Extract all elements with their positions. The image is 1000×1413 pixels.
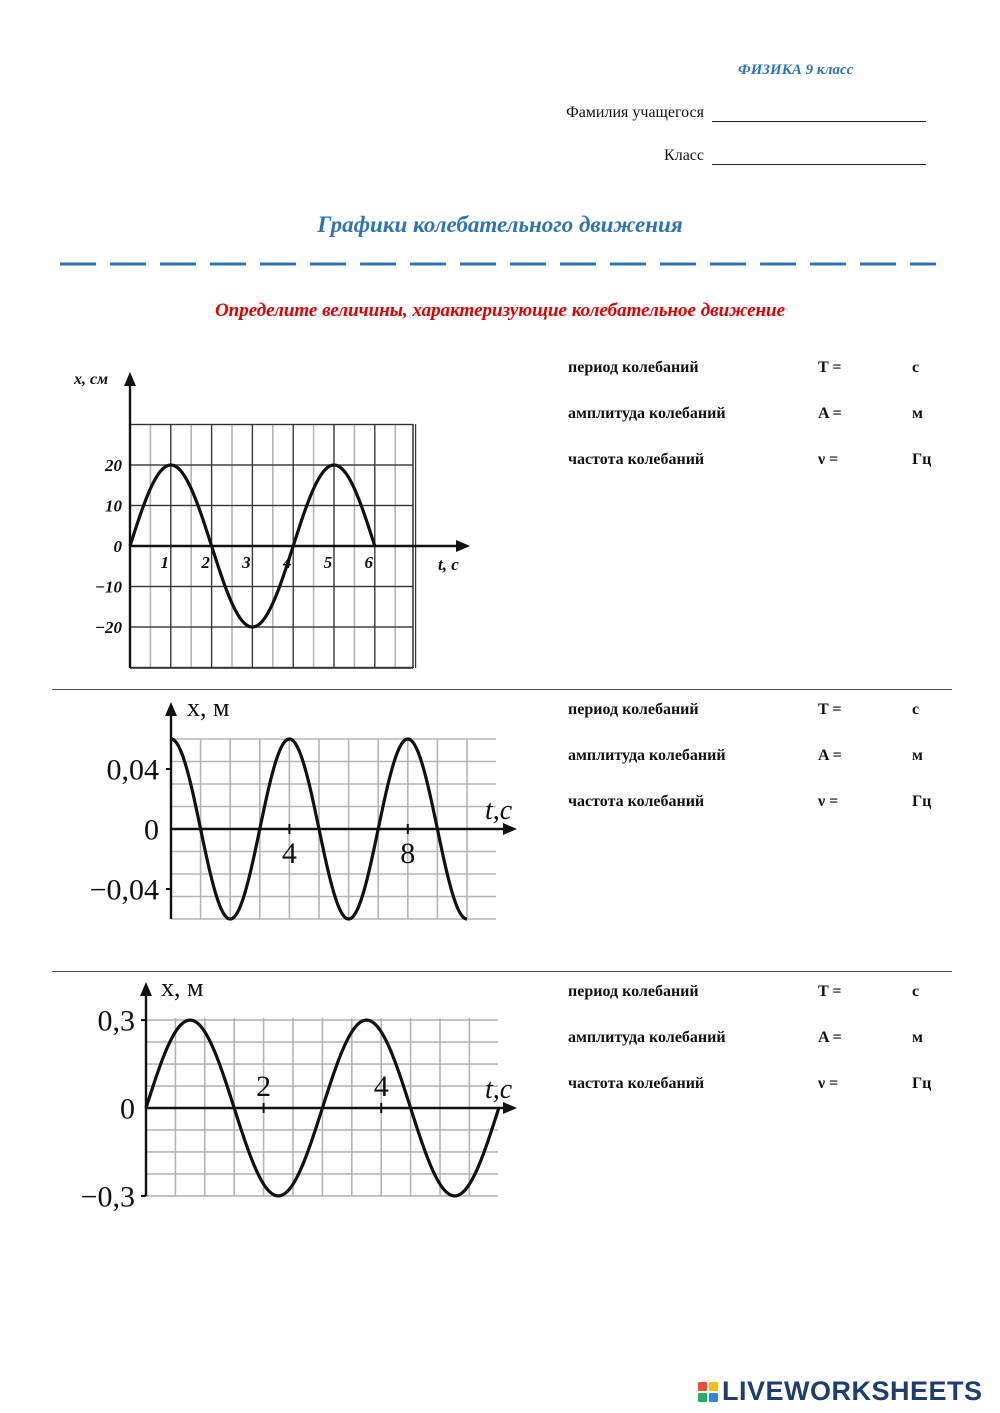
amplitude-unit: м (912, 747, 923, 764)
period-label: период колебаний (568, 701, 699, 718)
x-axis-label: t, с (438, 555, 459, 574)
y-tick-label: 0,04 (106, 753, 159, 787)
period-row (568, 359, 948, 405)
task-instruction: Определите величины, характеризующие колебательное движение (214, 300, 786, 321)
question-block-1 (568, 359, 948, 497)
y-tick-label: −10 (94, 577, 122, 597)
period-unit: с (912, 983, 920, 1000)
period-symbol[interactable]: T = (818, 983, 842, 1000)
y-tick-label: 0 (120, 1092, 135, 1126)
frequency-unit: Гц (912, 451, 932, 468)
x-tick-label: 1 (160, 553, 170, 572)
y-tick-label: 20 (105, 455, 122, 475)
logo-text: LIVEWORKSHEETS (722, 1376, 983, 1406)
question-block-2 (568, 701, 948, 839)
y-axis-label: x, м (161, 973, 204, 1002)
class-field (664, 147, 926, 165)
logo-square-red (698, 1382, 707, 1391)
page-title: Графики колебательного движения (317, 212, 683, 237)
student-name-label: Фамилия учащегося (566, 104, 704, 121)
period-unit: с (912, 701, 920, 718)
x-tick-label: 6 (364, 553, 374, 572)
x-tick-label: 2 (201, 553, 210, 572)
x-tick-label: 2 (256, 1070, 272, 1103)
frequency-row (568, 1075, 948, 1121)
class-label: Класс (664, 147, 704, 164)
frequency-row (568, 451, 948, 497)
logo-square-green (698, 1393, 707, 1402)
frequency-label: частота колебаний (568, 793, 705, 810)
period-row (568, 701, 948, 747)
period-row (568, 983, 948, 1029)
x-tick-label: 8 (400, 837, 416, 870)
y-axis-arrow (165, 702, 177, 716)
y-axis-label: x, м (187, 693, 230, 722)
amplitude-label: амплитуда колебаний (568, 405, 726, 422)
x-axis-label: t,с (485, 795, 513, 826)
x-tick-label: 3 (242, 553, 251, 572)
amplitude-unit: м (912, 1029, 923, 1046)
period-symbol[interactable]: T = (818, 359, 842, 376)
y-tick-label: 0 (113, 536, 122, 556)
frequency-label: частота колебаний (568, 451, 705, 468)
logo-square-yellow (709, 1382, 718, 1391)
liveworksheets-logo[interactable] (698, 1376, 983, 1407)
y-tick-label: −20 (94, 617, 122, 637)
question-block-3 (568, 983, 948, 1121)
x-tick-label: 4 (281, 837, 297, 870)
x-tick-label: 5 (323, 553, 333, 572)
period-symbol[interactable]: T = (818, 701, 842, 718)
amplitude-unit: м (912, 405, 923, 422)
period-label: период колебаний (568, 359, 699, 376)
amplitude-symbol[interactable]: A = (818, 1029, 842, 1046)
frequency-symbol[interactable]: ν = (818, 1075, 839, 1092)
frequency-symbol[interactable]: ν = (818, 793, 839, 810)
x-tick-label: 4 (373, 1070, 389, 1103)
logo-icon (698, 1382, 718, 1402)
y-tick-label: 10 (105, 496, 122, 516)
y-tick-label: 0 (144, 813, 159, 847)
logo-square-blue (709, 1393, 718, 1402)
y-tick-label: −0,04 (89, 873, 159, 907)
frequency-label: частота колебаний (568, 1075, 705, 1092)
y-tick-label: 0,3 (97, 1004, 135, 1038)
frequency-unit: Гц (912, 793, 932, 810)
title-divider (60, 260, 936, 268)
amplitude-symbol[interactable]: A = (818, 405, 842, 422)
frequency-symbol[interactable]: ν = (818, 451, 839, 468)
amplitude-row (568, 1029, 948, 1075)
student-name-input[interactable] (712, 105, 926, 122)
y-axis-arrow (124, 372, 136, 386)
period-unit: с (912, 359, 920, 376)
section-divider-1 (52, 689, 952, 690)
y-tick-label: −0,3 (80, 1180, 135, 1214)
frequency-row (568, 793, 948, 839)
student-name-field (566, 104, 926, 122)
subject-label: ФИЗИКА 9 класс (738, 62, 854, 78)
frequency-unit: Гц (912, 1075, 932, 1092)
graph-1 (60, 358, 490, 678)
amplitude-label: амплитуда колебаний (568, 747, 726, 764)
amplitude-row (568, 405, 948, 451)
y-axis-label: x, см (74, 371, 109, 388)
x-axis-label: t,с (485, 1074, 513, 1105)
amplitude-symbol[interactable]: A = (818, 747, 842, 764)
graph-3 (55, 972, 540, 1217)
y-axis-arrow (140, 982, 152, 996)
amplitude-label: амплитуда колебаний (568, 1029, 726, 1046)
x-tick-label: 4 (282, 553, 292, 572)
graph-2 (55, 692, 540, 932)
class-input[interactable] (712, 148, 926, 165)
x-axis-arrow (456, 540, 470, 552)
amplitude-row (568, 747, 948, 793)
period-label: период колебаний (568, 983, 699, 1000)
